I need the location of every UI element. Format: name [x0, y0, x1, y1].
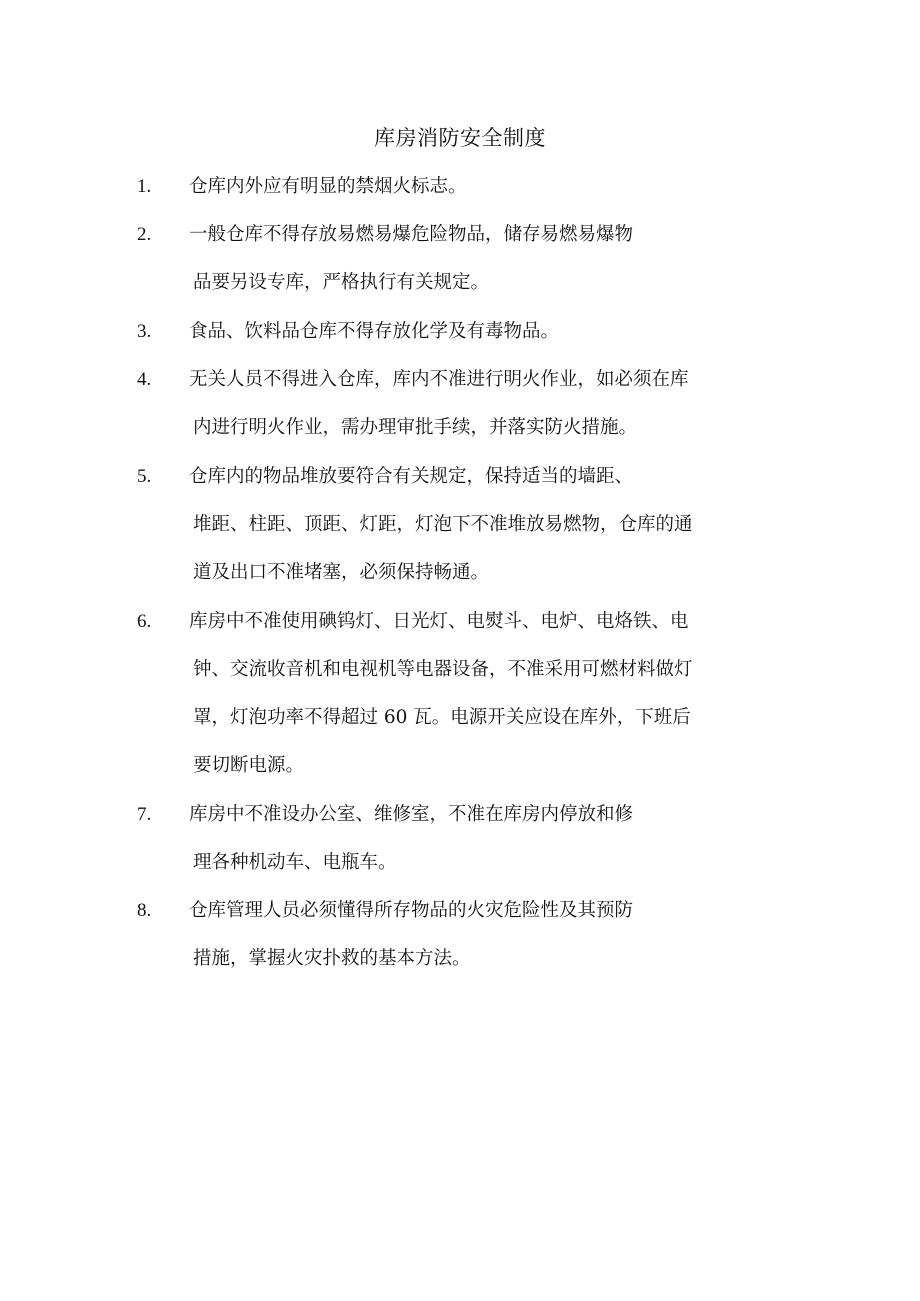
rule-text-line: 道及出口不准堵塞，必须保持畅通。 — [193, 562, 490, 583]
rule-number: 5. — [137, 466, 152, 487]
rule-number: 4. — [137, 369, 152, 390]
rule-number: 2. — [137, 224, 152, 245]
rule-text-line: 要切断电源。 — [193, 755, 305, 776]
rule-text-line: 理各种机动车、电瓶车。 — [193, 852, 397, 873]
rule-text-line: 措施，掌握火灾扑救的基本方法。 — [193, 948, 471, 969]
rule-number: 8. — [137, 900, 152, 921]
rule-text-line: 库房中不准使用碘钨灯、日光灯、电熨斗、电炉、电烙铁、电 — [189, 611, 689, 632]
rule-text-line: 仓库管理人员必须懂得所存物品的火灾危险性及其预防 — [189, 900, 634, 921]
rule-number: 3. — [137, 321, 152, 342]
rule-text-line: 一般仓库不得存放易燃易爆危险物品，储存易燃易爆物 — [189, 224, 634, 245]
rule-number: 1. — [137, 176, 152, 197]
rule-text-line: 内进行明火作业，需办理审批手续，并落实防火措施。 — [193, 417, 638, 438]
rule-text-line: 堆距、柱距、顶距、灯距，灯泡下不准堆放易燃物，仓库的通 — [193, 514, 693, 535]
rule-text-line: 食品、饮料品仓库不得存放化学及有毒物品。 — [189, 321, 560, 342]
rule-text-line: 仓库内外应有明显的禁烟火标志。 — [189, 176, 467, 197]
rule-text-line: 钟、交流收音机和电视机等电器设备，不准采用可燃材料做灯 — [193, 659, 693, 680]
rule-number: 6. — [137, 611, 152, 632]
rule-text-line: 品要另设专库，严格执行有关规定。 — [193, 272, 490, 293]
rule-text-line: 仓库内的物品堆放要符合有关规定，保持适当的墙距、 — [189, 466, 634, 487]
rule-text-line: 库房中不准设办公室、维修室，不准在库房内停放和修 — [189, 804, 634, 825]
document-title: 库房消防安全制度 — [374, 126, 546, 150]
rule-text-line: 罩，灯泡功率不得超过 60 瓦。电源开关应设在库外，下班后 — [193, 707, 691, 728]
rule-text-line: 无关人员不得进入仓库，库内不准进行明火作业，如必须在库 — [189, 369, 689, 390]
rule-number: 7. — [137, 804, 152, 825]
